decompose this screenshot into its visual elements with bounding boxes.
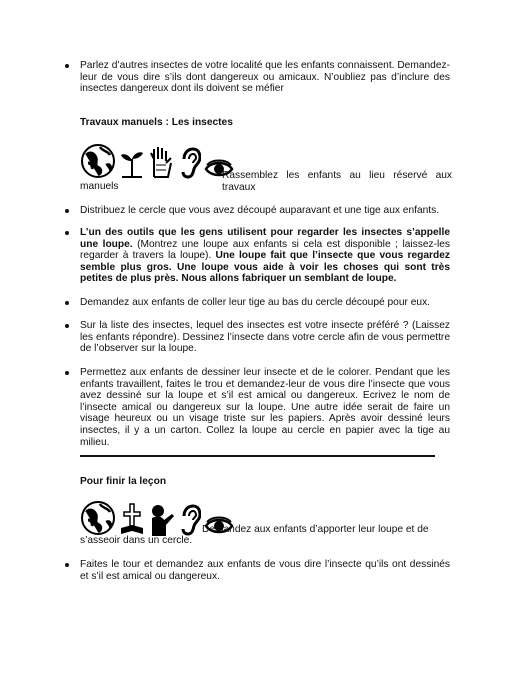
bullet-text: [80, 227, 450, 285]
bullet-dot: [65, 324, 69, 328]
bold-text: L’un des outils que les gens utilisent pour regarder les insectes s’appelle une loupe.: [80, 227, 450, 250]
bullet-text: Permettez aux enfants de dessiner leur insecte et de le colorer. Pendant que les enfants travaillent, faites le trou et demandez-leur de vous dire l’insecte que vous avez dessiné sur la loupe et s’il est amical ou dangereux. Ecrivez le nom de l’insecte amical ou dangereux sur la loupe. Une autre idée serait de faire un visage heureux ou un visage triste sur les papiers. Après avoir dessiné leurs insectes, il y a un carton. Collez la loupe au cercle en papier avec la tige au milieu.: [80, 367, 450, 448]
bullet-dot: [65, 209, 69, 213]
crafts-icon-instruction-cont: manuels: [80, 181, 119, 192]
bullet-dot: [65, 301, 69, 305]
finish-icon-instruction-cont: s’asseoir dans un cercle.: [80, 535, 193, 546]
bold-text: Une loupe fait que l’insecte que vous regardez semble plus gros. Une loupe vous aide à voir les choses qui sont très petites de plus près. Nous allons fabriquer un semblant de loupe.: [80, 250, 450, 285]
bullet-tour: [80, 559, 450, 582]
globe-icon: [80, 143, 116, 179]
ear-icon: [179, 504, 201, 536]
bullet-text: Distribuez le cercle que vous avez découpé auparavant et une tige aux enfants.: [80, 205, 440, 216]
bullet-dot: [65, 563, 69, 567]
normal-text: (Montrez une loupe aux enfants si cela est disponible ; laissez-les regarder à travers la loupe).: [80, 238, 450, 262]
bullet-insects-locality: [80, 60, 450, 95]
crafts-icon-instruction: Rassemblez les enfants au lieu réservé aux travaux: [222, 170, 452, 193]
hand-icon: [148, 145, 176, 179]
section-heading-crafts: Travaux manuels : Les insectes: [80, 117, 233, 128]
bullet-dot: [65, 231, 69, 235]
ear-icon: [179, 147, 201, 179]
section-divider: [80, 455, 435, 457]
bullet-text: Sur la liste des insectes, lequel des insectes est votre insecte préféré ? (Laissez les enfants répondre). Dessinez l’insecte dans votre cercle afin de vous permettre de l’observer sur la loupe.: [80, 320, 450, 355]
activity-icons-crafts: [80, 143, 234, 179]
bullet-loupe: [80, 227, 450, 285]
bullet-dot: [65, 371, 69, 375]
cross-bible-icon: [119, 502, 145, 536]
bullet-text: Parlez d’autres insectes de votre localité que les enfants connaissent. Demandez-leur de vous dire s’ils dont dangereux ou amicaux. N’oubliez pas d’inclure des insectes dangereux dont ils doivent se méfier: [80, 60, 450, 95]
bullet-text: Faites le tour et demandez aux enfants de vous dire l’insecte qu’ils ont dessinés et s’il est amical ou dangereux.: [80, 559, 450, 582]
finish-icon-instruction: Demandez aux enfants d’apporter leur loupe et de: [202, 524, 429, 535]
bullet-draw-insect: [80, 367, 450, 448]
bullet-distribute: [80, 205, 450, 217]
bullet-glue: [80, 297, 450, 309]
section-heading-finish: Pour finir la leçon: [80, 476, 167, 487]
bullet-favorite-insect: [80, 320, 450, 355]
bullet-text: Demandez aux enfants de coller leur tige au bas du cercle découpé pour eux.: [80, 297, 430, 308]
praying-child-icon: [148, 504, 176, 536]
globe-icon: [80, 500, 116, 536]
bullet-dot: [65, 64, 69, 68]
sprout-icon: [119, 147, 145, 179]
